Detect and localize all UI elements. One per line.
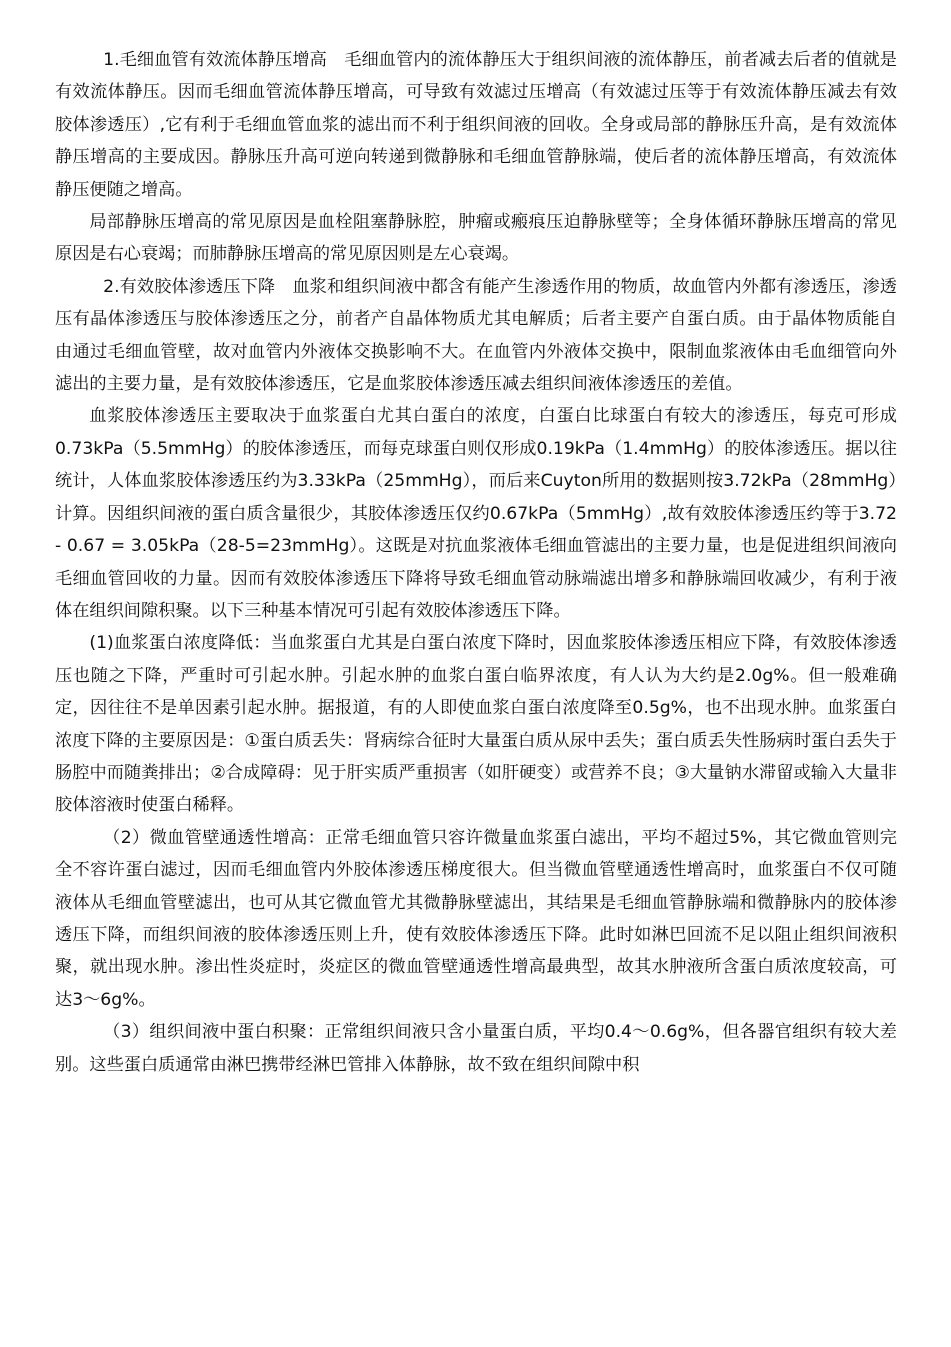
paragraph-plasma-protein-decrease: (1)血浆蛋白浓度降低：当血浆蛋白尤其是白蛋白浓度下降时，因血浆胶体渗透压相应下降，有效胶体渗透压也随之下降，严重时可引起水肿。引起水肿的血浆白蛋白临界浓度，有人认为大约是2.0g%。但一般难确定，因往往不是单因素引起水肿。据报道，有的人即使血浆白蛋白浓度降至0.5g%，也不出现水肿。血浆蛋白浓度下降的主要原因是：①蛋白质丢失：肾病综合征时大量蛋白质从尿中丢失；蛋白质丢失性肠病时蛋白丢失于肠腔中而随粪排出；②合成障碍：见于肝实质严重损害（如肝硬变）或营养不良；③大量钠水滞留或输入大量非胶体溶液时使蛋白稀释。	[55, 633, 897, 816]
paragraph-interstitial-protein-accumulation: （3）组织间液中蛋白积聚：正常组织间液只含小量蛋白质，平均0.4～0.6g%，但各器官组织有较大差别。这些蛋白质通常由淋巴携带经淋巴管排入体静脉，故不致在组织间隙中积	[55, 1022, 897, 1075]
paragraph-microvascular-permeability: （2）微血管壁通透性增高：正常毛细血管只容许微量血浆蛋白滤出，平均不超过5%，其它微血管则完全不容许蛋白滤过，因而毛细血管内外胶体渗透压梯度很大。但当微血管壁通透性增高时，血浆蛋白不仅可随液体从毛细血管壁滤出，也可从其它微血管尤其微静脉壁滤出，其结果是毛细血管静脉端和微静脉内的胶体渗透压下降，而组织间液的胶体渗透压则上升，使有效胶体渗透压下降。此时如淋巴回流不足以阻止组织间液积聚，就出现水肿。渗出性炎症时，炎症区的微血管壁通透性增高最典型，故其水肿液所含蛋白质浓度较高，可达3～6g%。	[55, 827, 897, 1010]
paragraph-plasma-colloid-pressure: 血浆胶体渗透压主要取决于血浆蛋白尤其白蛋白的浓度，白蛋白比球蛋白有较大的渗透压，每克可形成0.73kPa（5.5mmHg）的胶体渗透压，而每克球蛋白则仅形成0.19kPa（1.4mmHg）的胶体渗透压。据以往统计，人体血浆胶体渗透压约为3.33kPa（25mmHg），而后来Cuyton所用的数据则按3.72kPa（28mmHg）计算。因组织间液的蛋白质含量很少，其胶体渗透压仅约0.67kPa（5mmHg）,故有效胶体渗透压约等于3.72 - 0.67 = 3.05kPa（28-5=23mmHg）。这既是对抗血浆液体毛细血管滤出的主要力量，也是促进组织间液向毛细血管回收的力量。因而有效胶体渗透压下降将导致毛细血管动脉端滤出增多和静脉端回收减少，有利于液体在组织间隙积聚。以下三种基本情况可引起有效胶体渗透压下降。	[55, 406, 897, 621]
paragraph-capillary-hydrostatic-pressure: 1.毛细血管有效流体静压增高 毛细血管内的流体静压大于组织间液的流体静压，前者减去后者的值就是有效流体静压。因而毛细血管流体静压增高，可导致有效滤过压增高（有效滤过压等于有效流体静压减去有效胶体渗透压）,它有利于毛细血管血浆的滤出而不利于组织间液的回收。全身或局部的静脉压升高，是有效流体静压增高的主要成因。静脉压升高可逆向转递到微静脉和毛细血管静脉端，使后者的流体静压增高，有效流体静压便随之增高。	[55, 50, 897, 200]
document-body	[55, 44, 897, 1081]
paragraph-venous-pressure-causes: 局部静脉压增高的常见原因是血栓阻塞静脉腔，肿瘤或瘢痕压迫静脉壁等；全身体循环静脉压增高的常见原因是右心衰竭；而肺静脉压增高的常见原因则是左心衰竭。	[55, 212, 897, 265]
paragraph-colloid-osmotic-pressure: 2.有效胶体渗透压下降 血浆和组织间液中都含有能产生渗透作用的物质，故血管内外都有渗透压，渗透压有晶体渗透压与胶体渗透压之分，前者产自晶体物质尤其电解质；后者主要产自蛋白质。由于晶体物质能自由通过毛细血管壁，故对血管内外液体交换影响不大。在血管内外液体交换中，限制血浆液体由毛血细管向外滤出的主要力量，是有效胶体渗透压，它是血浆胶体渗透压减去组织间液体渗透压的差值。	[55, 276, 897, 395]
